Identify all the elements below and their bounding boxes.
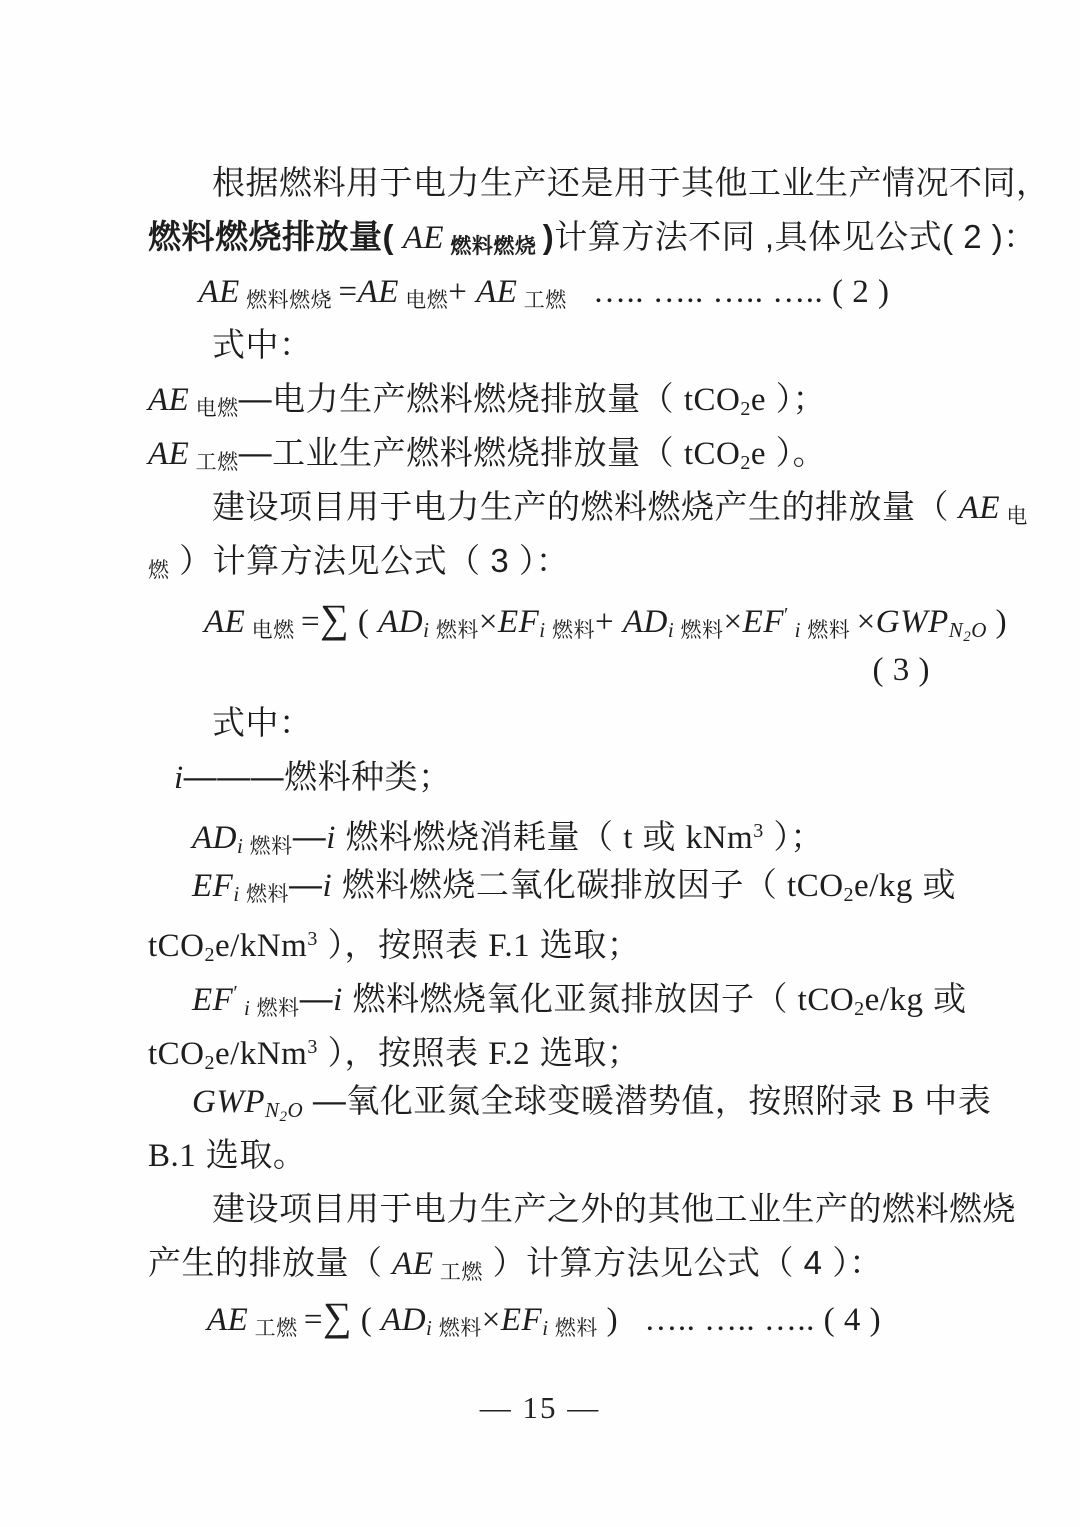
text-segment: tCO	[787, 868, 844, 904]
text-segment: 2	[963, 629, 972, 645]
formula-3	[148, 588, 1008, 645]
text-segment: 3	[753, 820, 764, 842]
text-segment: ×	[478, 604, 498, 640]
text-segment: —	[299, 980, 334, 1017]
text-segment: AE	[958, 490, 1000, 526]
text-segment: AD	[192, 820, 237, 856]
text-segment: 燃	[148, 559, 170, 582]
text-segment: ）。	[766, 434, 827, 471]
text-segment: 电	[1000, 505, 1028, 528]
text-segment: ），按照表	[317, 1034, 489, 1071]
text-segment: 或	[923, 980, 967, 1017]
text-segment: ）计算方法见公式（ 4 ）：	[482, 1244, 883, 1281]
document-body	[148, 156, 1050, 1344]
text-segment: tCO	[148, 1036, 205, 1072]
text-segment: 工燃	[189, 451, 239, 474]
text-segment: —工业生产燃料燃烧排放量（	[238, 434, 684, 471]
text-segment: )	[542, 218, 555, 255]
text-segment: 选取；	[530, 926, 641, 963]
text-segment: i	[326, 820, 336, 856]
term-ef-co2-1	[148, 858, 957, 912]
text-segment: ×	[723, 604, 743, 640]
text-segment: e/kg	[854, 868, 913, 904]
text-segment: —电力生产燃料燃烧排放量（	[238, 380, 684, 417]
text-segment: AE	[148, 436, 190, 472]
term-ad	[148, 804, 940, 858]
text-segment: tCO	[797, 982, 855, 1018]
text-segment: +	[594, 604, 623, 640]
text-segment: N	[948, 618, 964, 642]
text-segment: 计算方法不同 ,具体见公式( 2 )：	[554, 218, 1037, 255]
para-fuel-emission-bold	[148, 210, 1037, 264]
text-segment: ）；	[763, 818, 824, 855]
text-segment: i	[539, 618, 546, 642]
text-segment: 燃料	[429, 619, 479, 642]
text-segment: e/kg	[864, 982, 924, 1018]
text-segment: —	[292, 818, 327, 855]
para-fuel-usage-intro	[148, 156, 1050, 210]
text-segment: 燃料燃烧二氧化碳排放因子（	[332, 866, 788, 903]
text-segment: 电燃	[245, 619, 301, 642]
text-segment: tCO	[148, 928, 205, 964]
text-segment: )	[986, 604, 1008, 640]
text-segment: AE	[198, 274, 240, 310]
text-segment: 2	[843, 884, 855, 906]
text-segment: 燃料	[250, 997, 300, 1020]
formula-2	[148, 264, 940, 318]
text-segment: 电燃	[398, 289, 449, 312]
text-segment: 工燃	[248, 1317, 304, 1340]
text-segment: e/kNm	[215, 1036, 308, 1072]
text-segment: i	[322, 868, 333, 904]
text-segment: —氧化亚氮全球变暖潜势值，按照附录	[303, 1082, 893, 1119]
formula-3-number	[148, 642, 940, 696]
text-segment: 或	[632, 818, 686, 855]
text-segment: =	[338, 274, 358, 310]
text-segment: 燃料燃烧消耗量（	[335, 818, 624, 855]
text-segment: ∑	[320, 596, 350, 641]
text-segment: ∑	[323, 1294, 353, 1339]
text-segment: 选取；	[530, 1034, 641, 1071]
text-segment: ) ….. ….. ….. ( 4 )	[597, 1302, 882, 1338]
text-segment: EF	[742, 604, 784, 640]
text-segment: i	[333, 982, 343, 1018]
text-segment: AE	[206, 1302, 249, 1338]
text-segment: 2	[204, 944, 216, 966]
text-segment: AD	[378, 604, 424, 640]
term-ae-gongran	[148, 426, 940, 480]
text-segment: ′	[783, 604, 789, 626]
term-i	[148, 750, 940, 804]
text-segment: 2	[740, 398, 751, 420]
text-segment: ———燃料种类；	[183, 758, 452, 795]
text-segment: 燃料	[800, 619, 857, 642]
text-segment: i	[238, 996, 251, 1020]
text-segment: 式中：	[212, 326, 313, 363]
text-segment: kNm	[685, 820, 754, 856]
text-segment: EF	[497, 604, 540, 640]
text-segment: ….. ….. ….. ….. ( 2 )	[566, 274, 890, 310]
text-segment: 选取。	[196, 1136, 307, 1173]
text-segment: F.1	[488, 928, 531, 964]
text-segment: 燃料燃烧氧化亚氮排放因子（	[342, 980, 798, 1017]
text-segment: =	[301, 604, 321, 640]
text-segment: AE	[148, 382, 190, 418]
text-segment: O	[287, 1098, 304, 1122]
text-segment: (	[349, 604, 379, 640]
formula-4	[148, 1290, 940, 1344]
text-segment: e/kNm	[215, 928, 308, 964]
text-segment: B	[892, 1084, 915, 1120]
text-segment: 燃料燃烧排放量(	[148, 218, 394, 255]
para-power-production-1	[148, 480, 1028, 534]
term-ef-n2o-1	[148, 966, 967, 1020]
text-segment: AD	[381, 1302, 427, 1338]
text-segment: 根据燃料用于电力生产还是用于其他工业生产情况不同，	[212, 164, 1050, 201]
text-segment: ）；	[766, 380, 827, 417]
text-segment: AE	[392, 1246, 434, 1282]
text-segment: 建设项目用于电力生产之外的其他工业生产的燃料燃烧	[212, 1190, 1016, 1227]
text-segment: EF	[500, 1302, 543, 1338]
text-segment: N	[264, 1098, 280, 1122]
text-segment: 2	[204, 1052, 216, 1074]
text-segment: 燃料燃烧	[239, 289, 339, 312]
text-segment: EF	[192, 982, 234, 1018]
text-segment: 式中：	[212, 704, 313, 741]
text-segment: +	[448, 274, 477, 310]
text-segment: AE	[204, 604, 246, 640]
text-segment: 工燃	[433, 1261, 483, 1284]
text-segment: 工燃	[517, 289, 567, 312]
text-segment: i	[233, 882, 240, 906]
text-segment: 燃料	[674, 619, 724, 642]
text-segment: (	[352, 1302, 382, 1338]
text-segment: 燃料	[432, 1317, 482, 1340]
text-segment: 燃料	[243, 835, 293, 858]
text-segment: B.1	[148, 1138, 197, 1174]
text-segment: 2	[740, 452, 751, 474]
label-where-2	[148, 696, 940, 750]
text-segment: e	[750, 382, 767, 418]
term-ef-n2o-2	[148, 1020, 940, 1074]
para-power-production-2	[148, 534, 940, 588]
text-segment: i	[174, 760, 184, 796]
para-industrial-1	[148, 1182, 1016, 1236]
text-segment: 燃料燃烧	[444, 235, 543, 258]
term-ae-dianran	[148, 372, 940, 426]
text-segment: 产生的排放量（	[148, 1244, 393, 1281]
text-segment: 电燃	[189, 397, 239, 420]
text-segment: ×	[856, 604, 876, 640]
text-segment: GWP	[192, 1084, 265, 1120]
text-segment: O	[971, 618, 987, 642]
text-segment: EF	[192, 868, 234, 904]
text-segment: ）计算方法见公式（ 3 ）：	[169, 542, 570, 579]
text-segment: 3	[307, 1036, 318, 1058]
text-segment: GWP	[875, 604, 949, 640]
term-gwp-1	[148, 1074, 992, 1128]
text-segment: AD	[622, 604, 668, 640]
text-segment: ×	[481, 1302, 501, 1338]
text-segment: 3	[307, 928, 318, 950]
text-segment: =	[303, 1302, 324, 1338]
term-gwp-2	[148, 1128, 940, 1182]
text-segment: AE	[357, 274, 399, 310]
text-segment: tCO	[683, 436, 741, 472]
text-segment: i	[667, 618, 675, 642]
text-segment: 建设项目用于电力生产的燃料燃烧产生的排放量（	[212, 488, 959, 525]
text-segment: i	[542, 1316, 549, 1340]
text-segment: ( 3 )	[872, 652, 930, 688]
text-segment: e	[750, 436, 767, 472]
text-segment: 燃料	[239, 883, 290, 906]
text-segment: ′	[233, 982, 239, 1004]
text-segment: AE	[476, 274, 518, 310]
text-segment: AE	[394, 220, 445, 256]
term-ef-co2-2	[148, 912, 940, 966]
label-where-1	[148, 318, 940, 372]
text-segment: 中表	[914, 1082, 992, 1119]
text-segment: tCO	[683, 382, 741, 418]
text-segment: F.2	[488, 1036, 531, 1072]
text-segment: t	[623, 820, 633, 856]
text-segment: i	[788, 618, 801, 642]
text-segment: 2	[279, 1109, 288, 1125]
text-segment: 燃料	[548, 1317, 598, 1340]
para-industrial-2	[148, 1236, 940, 1290]
text-segment: —	[289, 866, 323, 903]
text-segment: i	[426, 1316, 433, 1340]
page-footer	[0, 1390, 1080, 1426]
text-segment: i	[237, 834, 244, 858]
text-segment: ），按照表	[317, 926, 489, 963]
page-number: — 15 —	[479, 1390, 601, 1425]
text-segment: 2	[854, 998, 865, 1020]
text-segment: 或	[912, 866, 957, 903]
text-segment: 燃料	[545, 619, 595, 642]
text-segment: i	[423, 618, 430, 642]
